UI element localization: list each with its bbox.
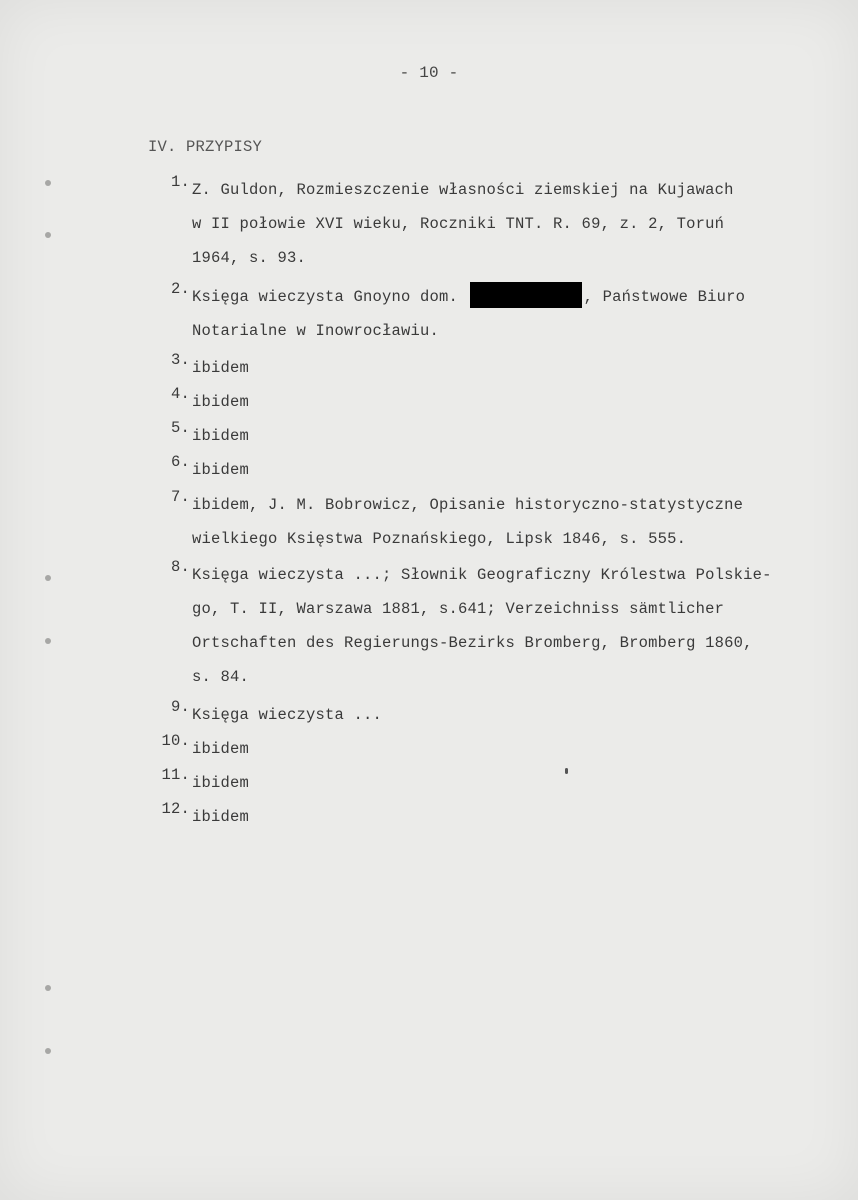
footnote-number: 2. (170, 280, 190, 298)
footnote-line (192, 280, 812, 314)
footnote-number: 3. (170, 351, 190, 369)
footnote-text-before-redaction: Księga wieczysta Gnoyno dom. (192, 288, 459, 306)
punch-hole-mark (45, 232, 51, 238)
footnote-line: go, T. II, Warszawa 1881, s.641; Verzeichniss sämtlicher (192, 600, 725, 618)
footnote-line: ibidem (192, 461, 250, 479)
footnote-number: 12. (161, 800, 190, 818)
page-number: - 10 - (399, 64, 459, 82)
punch-hole-mark (45, 575, 51, 581)
footnote-line: Z. Guldon, Rozmieszczenie własności ziemskiej na Kujawach (192, 181, 734, 199)
footnote-line: s. 84. (192, 668, 250, 686)
footnote-number: 5. (170, 419, 190, 437)
footnote-text (192, 173, 812, 275)
footnote-line: ibidem (192, 740, 250, 758)
footnote-line: 1964, s. 93. (192, 249, 307, 267)
footnote-line: Notarialne w Inowrocławiu. (192, 322, 440, 340)
footnote-line: ibidem (192, 427, 250, 445)
footnote-line: ibidem (192, 774, 250, 792)
footnote-line: w II połowie XVI wieku, Roczniki TNT. R. 69, z. 2, Toruń (192, 215, 725, 233)
footnote-number: 6. (170, 453, 190, 471)
section-heading: IV. PRZYPISY (148, 138, 263, 156)
footnote-number: 4. (170, 385, 190, 403)
footnote-line: Ortschaften des Regierungs-Bezirks Bromberg, Bromberg 1860, (192, 634, 753, 652)
footnote-line: ibidem (192, 359, 250, 377)
redaction-box (470, 282, 582, 308)
footnote-line: wielkiego Księstwa Poznańskiego, Lipsk 1846, s. 555. (192, 530, 687, 548)
punch-hole-mark (45, 1048, 51, 1054)
footnote-line: Księga wieczysta ... (192, 706, 383, 724)
footnote-number: 8. (170, 558, 190, 576)
footnote-text-after-redaction: , Państwowe Biuro (583, 288, 746, 306)
footnote-text (192, 280, 812, 348)
footnote-number: 11. (161, 766, 190, 784)
footnote-number: 1. (170, 173, 190, 191)
punch-hole-mark (45, 180, 51, 186)
footnote-number: 7. (170, 488, 190, 506)
footnote-line: ibidem (192, 393, 250, 411)
footnote-line: ibidem (192, 808, 250, 826)
footnote-number: 10. (161, 732, 190, 750)
footnote-line: Księga wieczysta ...; Słownik Geograficzny Królestwa Polskie- (192, 566, 772, 584)
punch-hole-mark (45, 638, 51, 644)
footnote-number: 9. (170, 698, 190, 716)
footnote-line: ibidem, J. M. Bobrowicz, Opisanie historyczno-statystyczne (192, 496, 744, 514)
punch-hole-mark (45, 985, 51, 991)
